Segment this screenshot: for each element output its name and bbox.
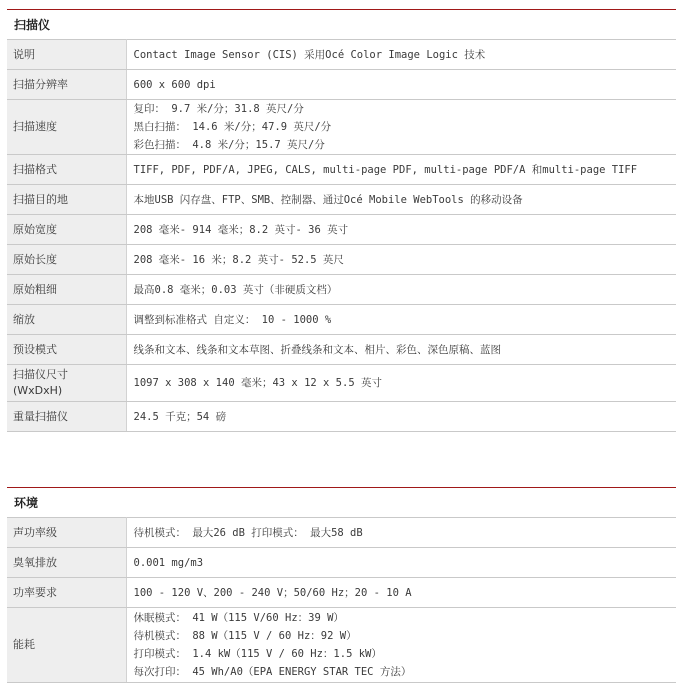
spec-label: 原始长度: [7, 245, 126, 275]
spec-value: [126, 518, 676, 548]
spec-row: [7, 335, 676, 365]
environment-section: [7, 487, 676, 683]
spec-row: [7, 40, 676, 70]
spec-label: 说明: [7, 40, 126, 70]
spec-label: 扫描格式: [7, 155, 126, 185]
scanner-spec-table: [7, 39, 676, 432]
spec-value-line: 24.5 千克；54 磅: [133, 410, 227, 423]
spec-value: [126, 608, 676, 683]
spec-label: 扫描速度: [7, 100, 126, 155]
spec-value: [126, 40, 676, 70]
spec-value: [126, 155, 676, 185]
spec-value: [126, 365, 676, 402]
spec-value: [126, 215, 676, 245]
spec-value-line: 调整到标准格式 自定义： 10 - 1000 %: [133, 313, 332, 326]
spec-value: [126, 275, 676, 305]
spec-row: [7, 155, 676, 185]
spec-label: 预设模式: [7, 335, 126, 365]
spec-value-line: 待机模式： 88 W（115 V / 60 Hz：92 W）: [133, 630, 357, 642]
spec-label: 扫描目的地: [7, 185, 126, 215]
spec-value-line: 0.001 mg/m3: [133, 556, 204, 569]
spec-value-line: 100 - 120 V、200 - 240 V；50/60 Hz；20 - 10 A: [133, 586, 412, 599]
spec-label: 功率要求: [7, 578, 126, 608]
spec-label: 重量扫描仪: [7, 402, 126, 432]
spec-label: 原始粗细: [7, 275, 126, 305]
spec-value: [126, 185, 676, 215]
spec-value-line: 待机模式： 最大26 dB 打印模式： 最大58 dB: [133, 526, 363, 539]
spec-row: [7, 70, 676, 100]
spec-value-line: 每次打印： 45 Wh/A0（EPA ENERGY STAR TEC 方法）: [133, 666, 412, 678]
section-title-environment: 环境: [7, 487, 676, 517]
spec-value-line: 最高0.8 毫米；0.03 英寸（非硬质文档）: [133, 283, 338, 296]
spec-row: [7, 245, 676, 275]
spec-row: [7, 100, 676, 155]
spec-row: [7, 185, 676, 215]
spec-row: [7, 305, 676, 335]
spec-label: 扫描仪尺寸 (WxDxH): [7, 365, 126, 402]
scanner-section: [7, 9, 676, 432]
spec-label: 臭氧排放: [7, 548, 126, 578]
spec-value-line: TIFF, PDF, PDF/A, JPEG, CALS, multi-page PDF, multi-page PDF/A 和multi-page TIFF: [133, 163, 638, 176]
spec-row: [7, 402, 676, 432]
spec-value-line: 208 毫米- 16 米；8.2 英寸- 52.5 英尺: [133, 253, 344, 266]
spec-value-line: 复印： 9.7 米/分；31.8 英尺/分: [133, 103, 304, 115]
spec-value: [126, 335, 676, 365]
spec-value: [126, 305, 676, 335]
spec-label: 能耗: [7, 608, 126, 683]
environment-spec-table: [7, 517, 676, 683]
spec-row: [7, 608, 676, 683]
spec-value: [126, 100, 676, 155]
spec-value: [126, 245, 676, 275]
spec-value-line: 208 毫米- 914 毫米；8.2 英寸- 36 英寸: [133, 223, 349, 236]
spec-value: [126, 578, 676, 608]
spec-label: 扫描分辨率: [7, 70, 126, 100]
spec-label: 缩放: [7, 305, 126, 335]
spec-value-line: 线条和文本、线条和文本草图、折叠线条和文本、相片、彩色、深色原稿、蓝图: [133, 343, 501, 356]
section-title-scanner: 扫描仪: [7, 9, 676, 39]
spec-value: [126, 548, 676, 578]
spec-value-line: 本地USB 闪存盘、FTP、SMB、控制器、通过Océ Mobile WebTools 的移动设备: [133, 193, 523, 206]
spec-row: [7, 275, 676, 305]
spec-value-line: 600 x 600 dpi: [133, 78, 216, 91]
spec-label: 原始宽度: [7, 215, 126, 245]
spec-value-line: Contact Image Sensor (CIS) 采用Océ Color Image Logic 技术: [133, 48, 486, 61]
spec-label: 声功率级: [7, 518, 126, 548]
spec-value: [126, 402, 676, 432]
spec-value-line: 彩色扫描： 4.8 米/分；15.7 英尺/分: [133, 139, 325, 151]
spec-value: [126, 70, 676, 100]
spec-row: [7, 548, 676, 578]
spec-value-line: 1097 x 308 x 140 毫米；43 x 12 x 5.5 英寸: [133, 377, 382, 389]
spec-value-line: 黑白扫描： 14.6 米/分；47.9 英尺/分: [133, 121, 332, 133]
spec-value-line: 休眠模式： 41 W（115 V/60 Hz：39 W）: [133, 612, 344, 624]
spec-row: [7, 518, 676, 548]
spec-row: [7, 365, 676, 402]
spec-row: [7, 215, 676, 245]
spec-row: [7, 578, 676, 608]
spec-value-line: 打印模式： 1.4 kW（115 V / 60 Hz：1.5 kW）: [133, 648, 382, 660]
